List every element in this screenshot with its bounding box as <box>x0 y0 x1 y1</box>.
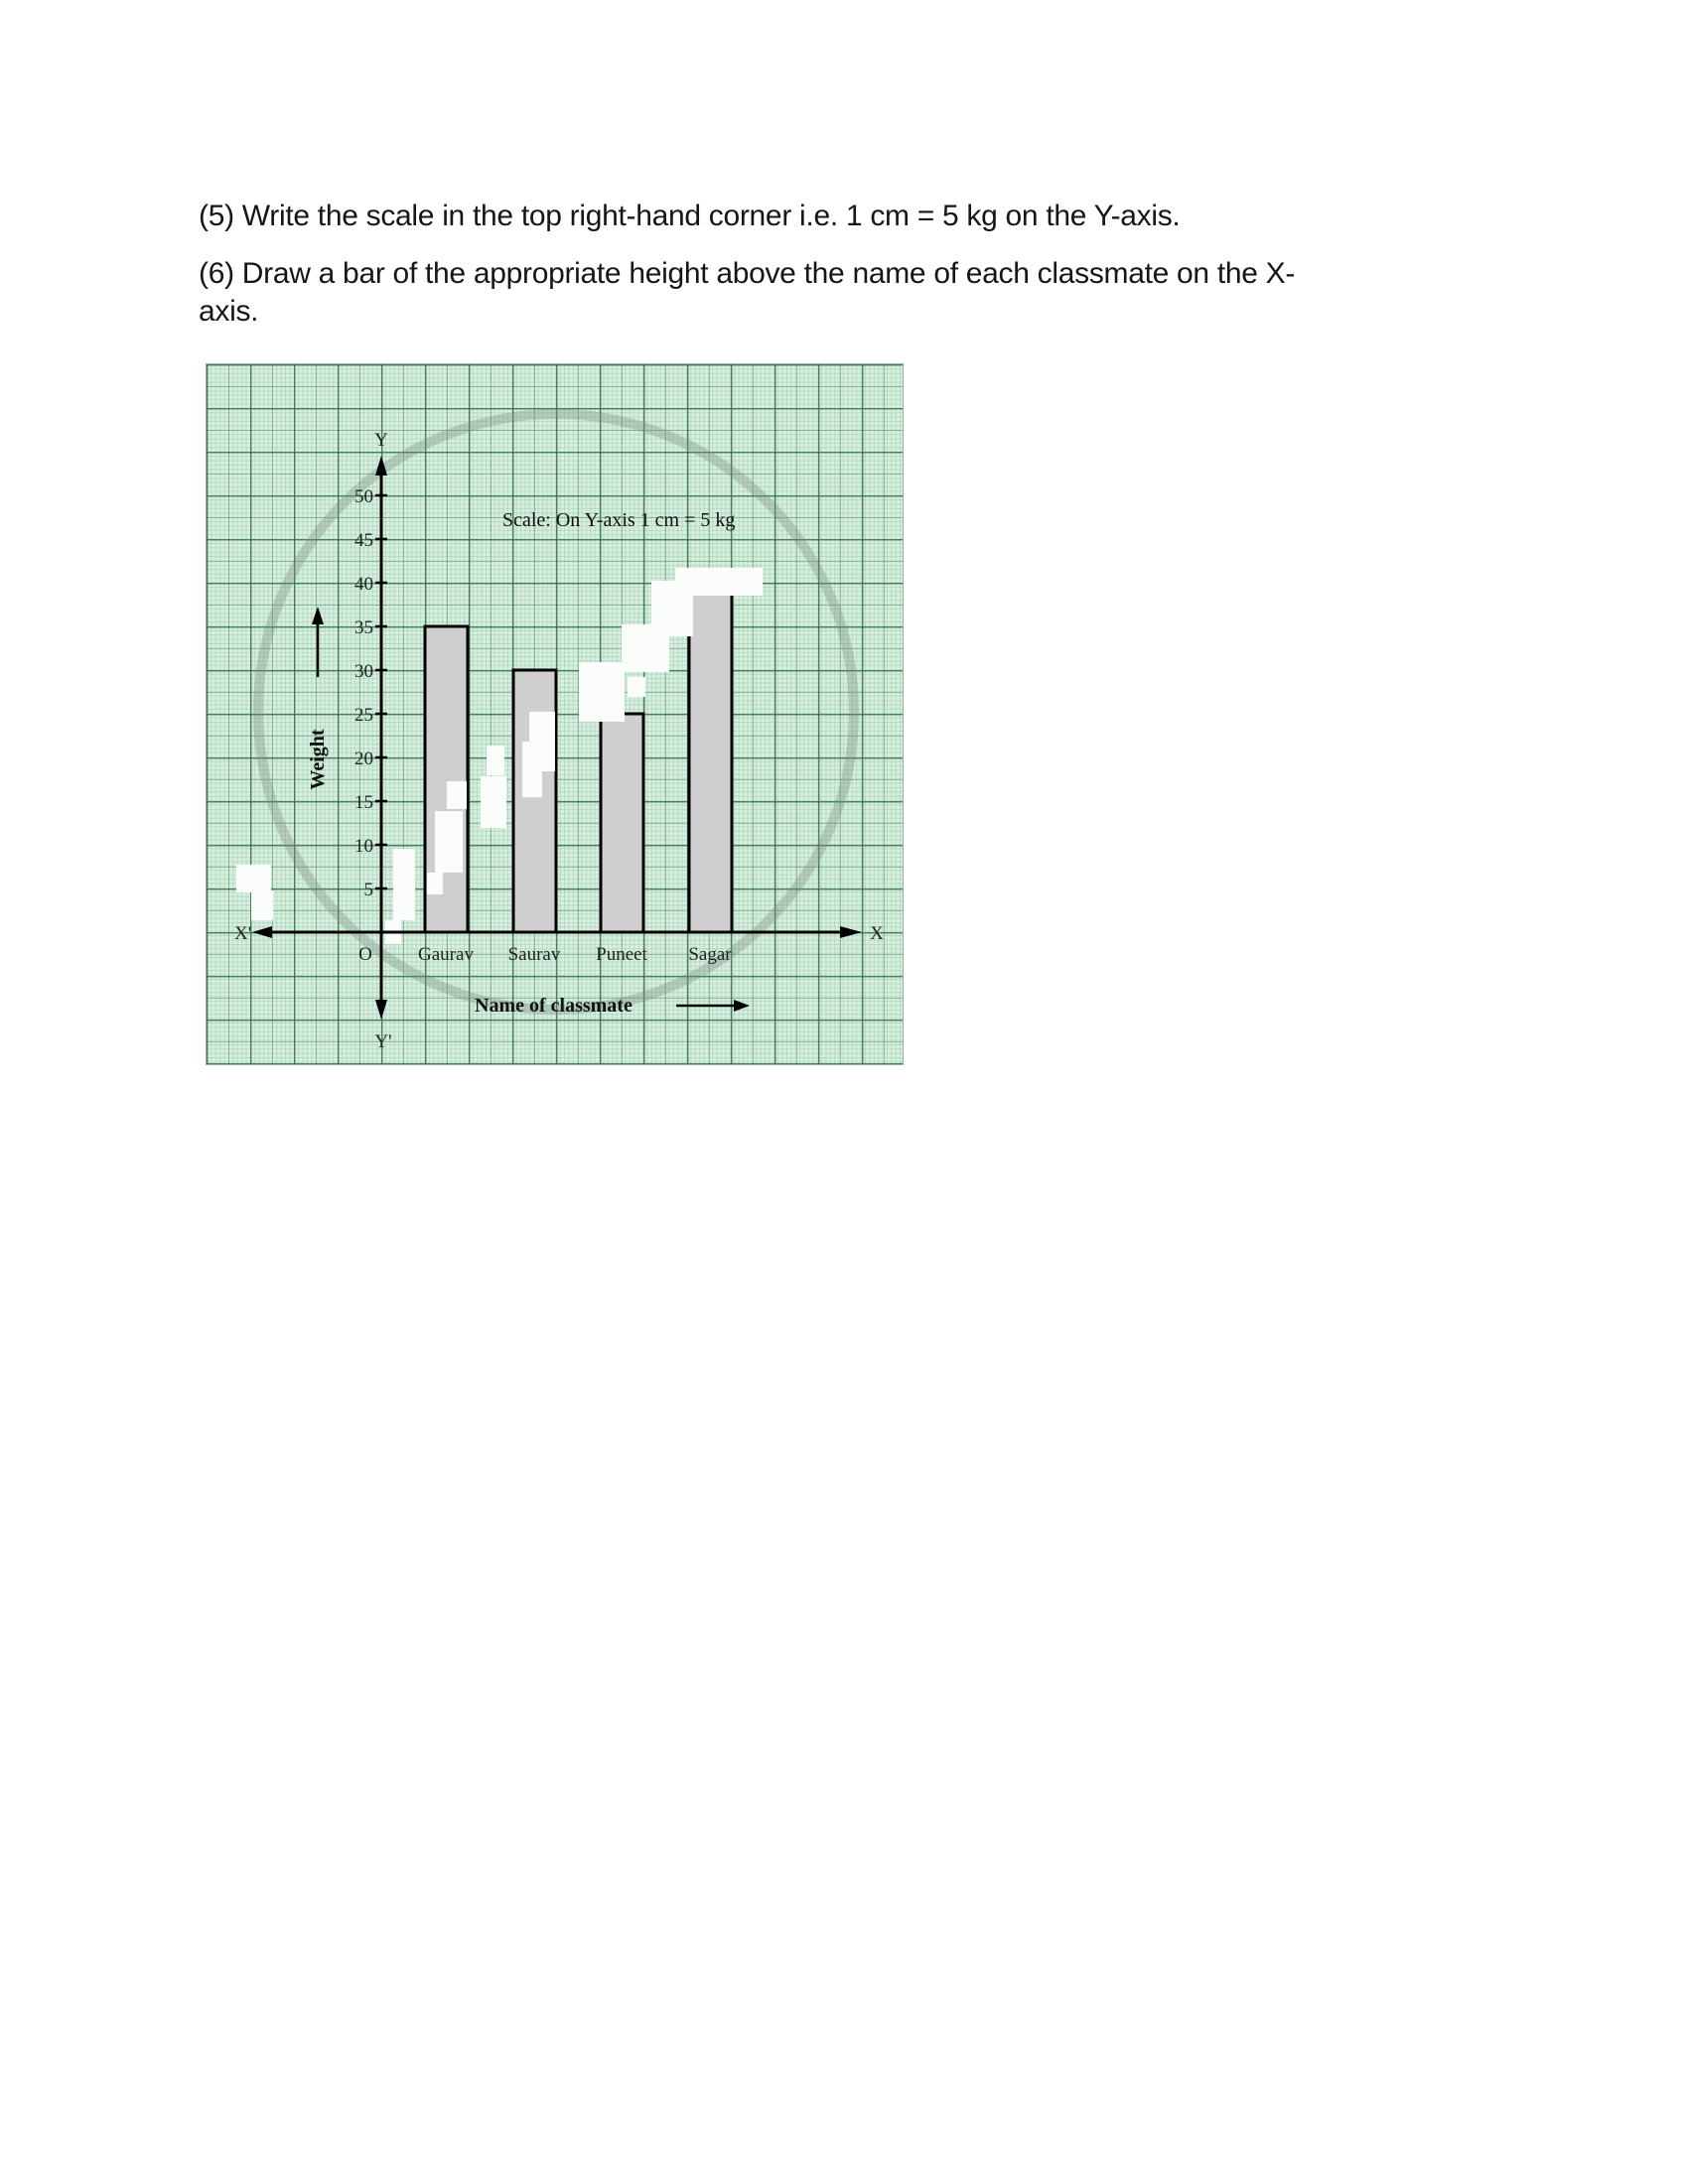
y-tick-label: 35 <box>354 617 373 638</box>
bar-chart-graph-paper <box>206 363 904 1065</box>
y-tick-label: 5 <box>363 880 373 900</box>
x-axis-mark: X <box>870 923 884 944</box>
y-neg-axis-mark: Y' <box>374 1031 392 1052</box>
instruction-step-5: (5) Write the scale in the top right-hand corner i.e. 1 cm = 5 kg on the Y-axis. <box>199 200 1181 232</box>
x-category-label-puneet: Puneet <box>596 944 647 965</box>
x-neg-axis-mark: X' <box>234 923 252 944</box>
y-tick-label: 15 <box>354 792 373 813</box>
x-category-label-sagar: Sagar <box>688 944 732 965</box>
y-tick-label: 45 <box>354 530 373 551</box>
y-tick-label: 50 <box>354 486 373 507</box>
y-tick-label: 25 <box>354 705 373 726</box>
bar-sagar <box>689 583 732 932</box>
y-axis-title: Weight <box>307 729 329 790</box>
y-title-arrow-icon <box>312 607 324 624</box>
y-axis-mark: Y <box>374 430 388 451</box>
x-title-arrow-icon <box>734 1000 750 1012</box>
x-category-label-gaurav: Gaurav <box>418 944 474 965</box>
x-axis-title: Name of classmate <box>475 995 633 1017</box>
origin-mark: O <box>358 944 372 965</box>
x-axis-arrow-left-icon <box>252 926 272 938</box>
bar-puneet <box>601 714 643 932</box>
instruction-step-6-line-1: (6) Draw a bar of the appropriate height above the name of each classmate on the X- <box>199 257 1296 290</box>
scale-annotation: Scale: On Y-axis 1 cm = 5 kg <box>502 509 736 531</box>
x-category-labels <box>418 944 732 965</box>
y-axis-arrow-down-icon <box>375 1000 387 1020</box>
instruction-step-6-line-2: axis. <box>199 295 259 328</box>
instruction-step-6 <box>199 255 1295 331</box>
y-tick-label: 30 <box>354 661 373 682</box>
y-tick-label: 10 <box>354 836 373 857</box>
x-category-label-saurav: Saurav <box>507 944 561 965</box>
x-axis-arrow-right-icon <box>840 926 862 938</box>
y-tick-label: 40 <box>354 574 373 595</box>
y-tick-label: 20 <box>354 749 373 769</box>
bar-saurav <box>513 670 556 932</box>
